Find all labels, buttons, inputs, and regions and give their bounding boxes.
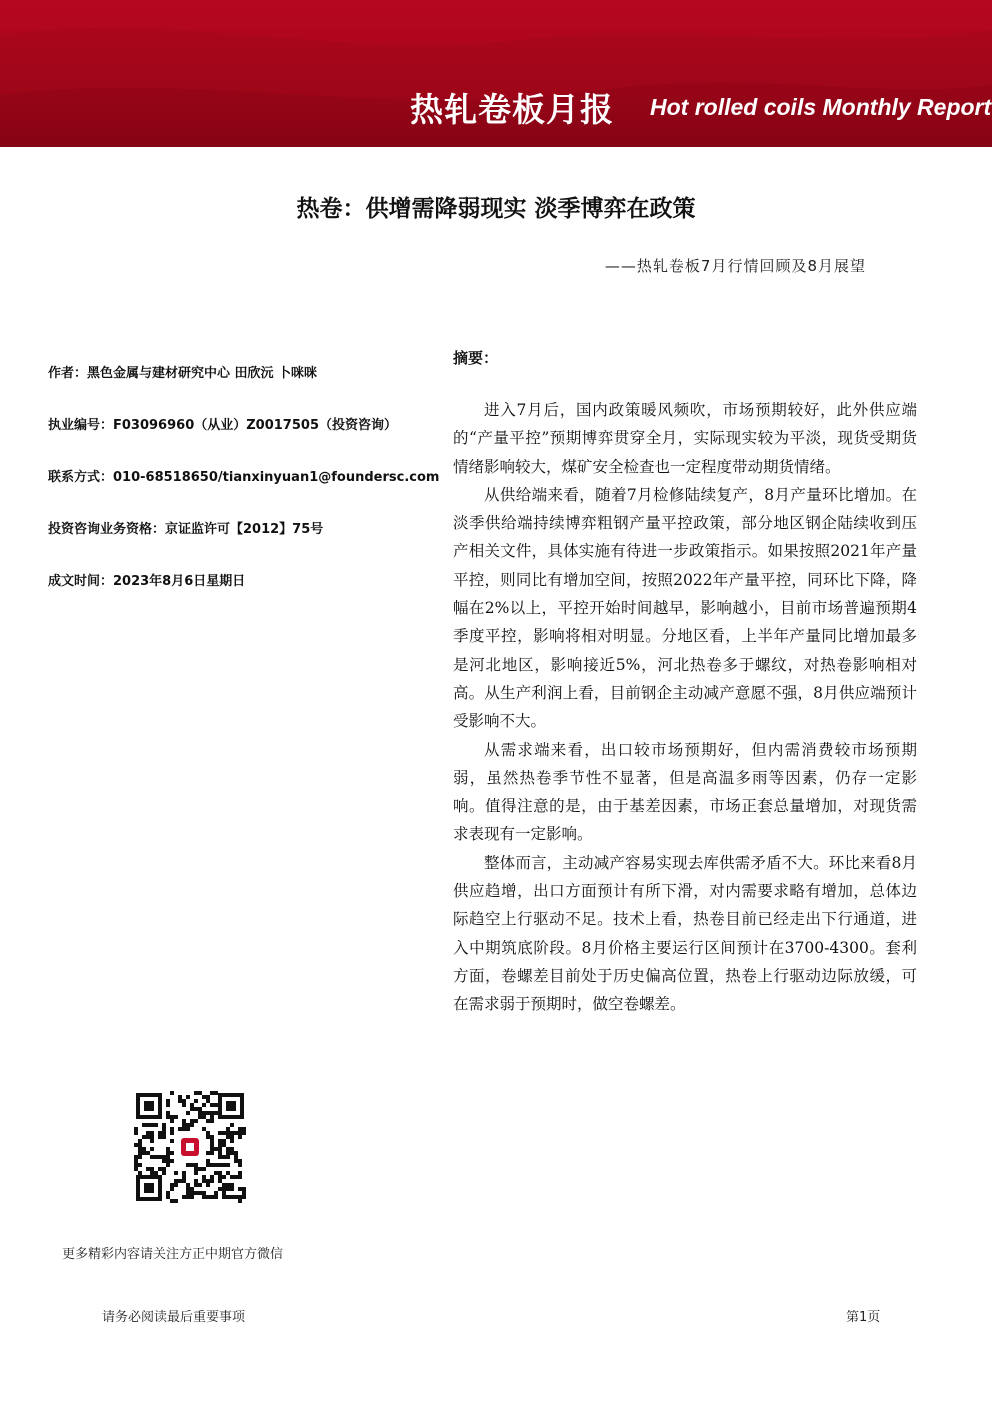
author-line: 作者：黑色金属与建材研究中心 田欣沅 卜咪咪 <box>48 366 318 381</box>
page-number: 第1页 <box>846 1310 881 1325</box>
report-series-title-cn: 热轧卷板月报 <box>410 90 614 129</box>
summary-paragraph: 从供给端来看，随着7月检修陆续复产，8月产量环比增加。在淡季供给端持续博弈粗钢产量平控政策，部分地区钢企陆续收到压产相关文件，具体实施有待进一步政策指示。如果按照2021年产量平控，则同比有增加空间，按照2022年产量平控，同环比下降，降幅在2%以上，平控开始时间越早，影响越小，目前市场普遍预期4季度平控，影响将相对明显。分地区看，上半年产量同比增加最多是河北地区，影响接近5%，河北热卷多于螺纹，对热卷影响相对高。从生产利润上看，目前钢企主动减产意愿不强，8月供应端预计受影响不大。 <box>453 485 917 731</box>
qr-caption: 更多精彩内容请关注方正中期官方微信 <box>62 1247 284 1262</box>
qualification-line: 投资咨询业务资格：京证监许可【2012】75号 <box>48 522 324 537</box>
summary-paragraph: 整体而言，主动减产容易实现去库供需矛盾不大。环比来看8月供应趋增，出口方面预计有所下滑，对内需要求略有增加，总体边际趋空上行驱动不足。技术上看，热卷目前已经走出下行通道，进入中期筑底阶段。8月价格主要运行区间预计在3700-4300。套利方面，卷螺差目前处于历史偏高位置，热卷上行驱动边际放缓，可在需求弱于预期时，做空卷螺差。 <box>453 853 917 1014</box>
summary-label: 摘要： <box>453 349 499 367</box>
date-line: 成文时间：2023年8月6日星期日 <box>48 574 246 589</box>
report-title: 热卷：供增需降弱现实 淡季博弈在政策 <box>296 196 696 222</box>
summary-paragraph: 从需求端来看，出口较市场预期好，但内需消费较市场预期弱，虽然热卷季节性不显著，但是高温多雨等因素，仍存一定影响。值得注意的是，由于基差因素，市场正套总量增加，对现货需求表现有一定影响。 <box>453 740 917 844</box>
summary-body <box>453 396 917 1019</box>
summary-paragraph: 进入7月后，国内政策暖风频吹，市场预期较好，此外供应端的“产量平控”预期博弈贯穿全月，实际现实较为平淡，现货受期货情绪影响较大，煤矿安全检查也一定程度带动期货情绪。 <box>453 401 917 476</box>
report-subtitle: ——热轧卷板7月行情回顾及8月展望 <box>604 257 866 275</box>
contact-line: 联系方式：010-68518650/tianxinyuan1@foundersc.com <box>48 470 440 485</box>
footer-notice: 请务必阅读最后重要事项 <box>102 1310 246 1325</box>
wechat-qr-code <box>134 1091 246 1203</box>
license-line: 执业编号：F03096960（从业）Z0017505（投资咨询） <box>48 418 397 433</box>
report-series-title-en: Hot rolled coils Monthly Report <box>650 94 992 120</box>
header-banner <box>0 0 992 147</box>
